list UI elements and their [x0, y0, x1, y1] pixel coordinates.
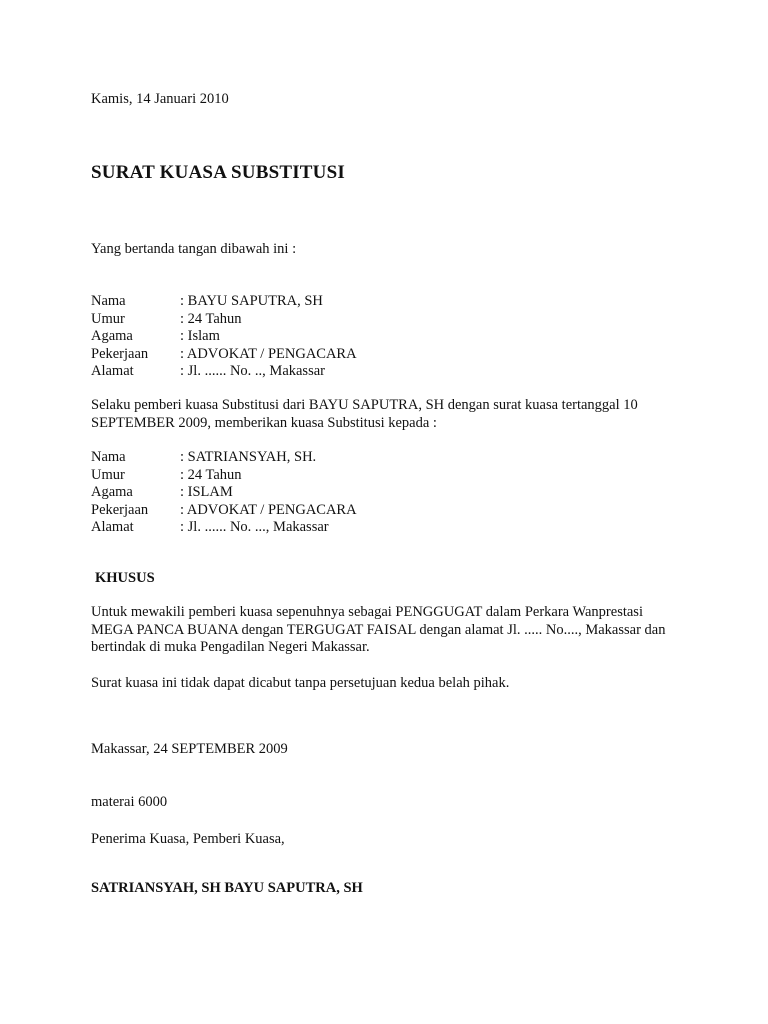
place-and-date: Makassar, 24 SEPTEMBER 2009: [91, 741, 288, 757]
stamp-duty-note: materai 6000: [91, 794, 168, 810]
mandate-paragraph: Untuk mewakili pemberi kuasa sepenuhnya sebagai PENGGUGAT dalam Perkara Wanprestasi MEGA PANCA BUANA dengan TERGUGAT FAISAL dengan alamat Jl. ..... No...., Makassar dan bertindak di muka Pengadilan Negeri Makassar.: [91, 604, 666, 655]
field-value: : ISLAM: [180, 484, 233, 500]
intro-text: Yang bertanda tangan dibawah ini :: [91, 241, 297, 257]
letter-date: Kamis, 14 Januari 2010: [91, 91, 229, 107]
khusus-heading: KHUSUS: [95, 570, 155, 586]
grantee-row-age: [91, 467, 580, 485]
field-value: : Jl. ...... No. ..., Makassar: [180, 519, 329, 535]
field-label: Alamat: [91, 519, 134, 535]
grantor-row-religion: [91, 328, 580, 346]
field-label: Nama: [91, 293, 126, 309]
field-value: : ADVOKAT / PENGACARA: [180, 345, 357, 362]
field-value: : Jl. ...... No. .., Makassar: [180, 363, 325, 379]
field-value: : 24 Tahun: [180, 466, 242, 483]
grantee-row-address: [91, 519, 580, 537]
field-label: Alamat: [91, 363, 134, 379]
grantor-row-age: [91, 311, 580, 329]
grantor-row-name: [91, 293, 580, 311]
grantee-identity-table: [91, 449, 580, 537]
grantor-row-occupation: [91, 346, 580, 364]
signatory-roles: Penerima Kuasa, Pemberi Kuasa,: [91, 831, 285, 847]
field-label: Umur: [91, 310, 125, 327]
grantee-row-occupation: [91, 502, 580, 520]
field-label: Pekerjaan: [91, 501, 149, 518]
irrevocability-paragraph: Surat kuasa ini tidak dapat dicabut tanpa persetujuan kedua belah pihak.: [91, 675, 510, 691]
grantee-row-religion: [91, 484, 580, 502]
field-label: Agama: [91, 328, 133, 344]
grantee-row-name: [91, 449, 580, 467]
field-label: Pekerjaan: [91, 345, 149, 362]
grantor-identity-table: [91, 293, 580, 381]
field-value: : 24 Tahun: [180, 310, 242, 327]
signatory-names: SATRIANSYAH, SH BAYU SAPUTRA, SH: [91, 880, 363, 896]
letter-title: SURAT KUASA SUBSTITUSI: [91, 162, 345, 183]
field-label: Umur: [91, 466, 125, 483]
field-value: : SATRIANSYAH, SH.: [180, 449, 317, 465]
field-label: Nama: [91, 449, 126, 465]
field-value: : Islam: [180, 328, 220, 344]
field-value: : BAYU SAPUTRA, SH: [180, 293, 323, 309]
substitution-paragraph: Selaku pemberi kuasa Substitusi dari BAYU SAPUTRA, SH dengan surat kuasa tertanggal 10 SEPTEMBER 2009, memberikan kuasa Substitusi kepada :: [91, 397, 638, 431]
field-value: : ADVOKAT / PENGACARA: [180, 501, 357, 518]
field-label: Agama: [91, 484, 133, 500]
grantor-row-address: [91, 363, 580, 381]
